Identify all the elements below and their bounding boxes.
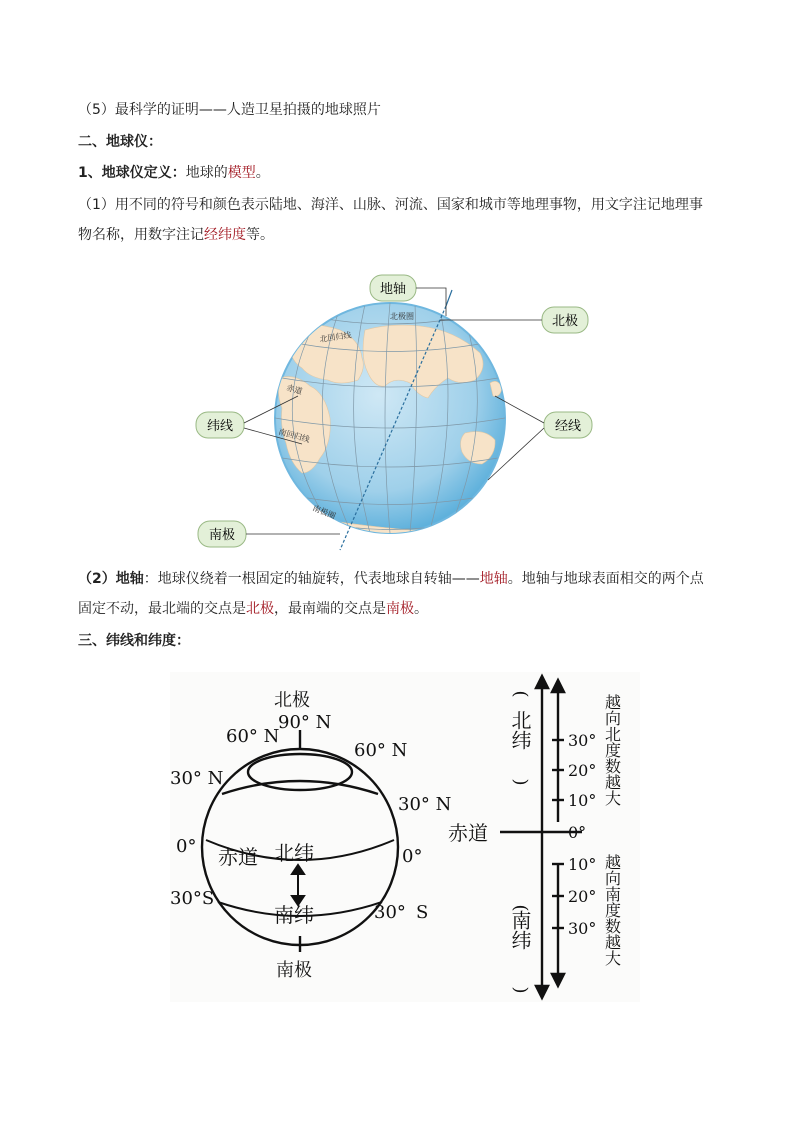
svg-text:南纬: 南纬	[508, 910, 532, 950]
tick-s30: 30°	[568, 919, 597, 938]
section-heading-latitude: 三、纬线和纬度：	[78, 633, 190, 649]
label-90n: 90° N	[278, 712, 332, 733]
svg-text:地轴: 地轴	[379, 282, 407, 297]
label-0-right: 0°	[402, 846, 423, 867]
svg-text:经线: 经线	[554, 419, 582, 434]
svg-text:南极: 南极	[208, 528, 236, 543]
scale-equator-label: 赤道	[448, 821, 488, 845]
label-0-left: 0°	[176, 836, 197, 857]
definition-label: 1、地球仪定义：	[78, 165, 186, 181]
globe-diagram	[190, 268, 610, 553]
label-30s-left: 30°S	[170, 888, 215, 909]
latitude-diagram	[170, 672, 640, 1002]
label-60n-right: 60° N	[354, 740, 408, 761]
paragraph-globe-definition: 1、地球仪定义：地球的模型。	[78, 165, 270, 181]
tick-n20: 20°	[568, 761, 597, 780]
label-equator-globe: 赤道	[218, 845, 258, 869]
label-arctic-circle: 北极圈	[390, 312, 414, 321]
keyword-axis: 地轴	[479, 571, 508, 587]
paragraph-symbols-line1: （1）用不同的符号和颜色表示陆地、海洋、山脉、河流、国家和城市等地理事物，用文字注记地理事	[78, 197, 703, 213]
label-antarctic-circle: 南极圈	[311, 503, 337, 521]
label-tropic-capricorn: 南回归线	[277, 427, 311, 445]
paragraph-satellite-proof: （5）最科学的证明——人造卫星拍摄的地球照片	[78, 102, 381, 118]
tick-n30: 30°	[568, 731, 597, 750]
keyword-north-pole: 北极	[246, 601, 274, 617]
svg-text:): )	[510, 986, 531, 994]
svg-text:): )	[510, 778, 531, 786]
svg-text:纬线: 纬线	[206, 419, 234, 434]
label-s: S	[416, 902, 429, 923]
north-description: 越向北度数越大	[602, 694, 622, 806]
tick-s10: 10°	[568, 855, 597, 874]
label-30n-left: 30° N	[170, 768, 224, 789]
section-heading-globe: 二、地球仪：	[78, 134, 162, 150]
tick-0: 0°	[568, 823, 587, 842]
tick-s20: 20°	[568, 887, 597, 906]
label-30n-right: 30° N	[398, 794, 452, 815]
tick-n10: 10°	[568, 791, 597, 810]
callout-south-pole	[198, 521, 340, 547]
keyword-model: 模型	[227, 165, 256, 181]
svg-text:(: (	[510, 690, 531, 698]
label-equator: 赤道	[285, 383, 304, 397]
label-60n-left: 60° N	[226, 726, 280, 747]
axis-label: （2）地轴	[78, 571, 144, 587]
keyword-lat-long: 经纬度	[204, 227, 246, 243]
label-30s-right: 30°	[374, 902, 406, 923]
label-tropic-cancer: 北回归线	[319, 330, 352, 344]
svg-text:北纬: 北纬	[508, 710, 532, 750]
paragraph-symbols-line2: 物名称，用数字注记经纬度等。	[78, 227, 274, 243]
south-description: 越向南度数越大	[602, 854, 622, 966]
svg-text:北极: 北极	[551, 314, 579, 329]
label-south-pole: 南极	[276, 960, 312, 981]
paragraph-axis-line1: （2）地轴：地球仪绕着一根固定的轴旋转，代表地球自转轴——地轴。地轴与地球表面相交的两个点	[78, 571, 704, 587]
label-south-latitude: 南纬	[274, 903, 314, 927]
keyword-south-pole: 南极	[386, 601, 414, 617]
label-north-latitude: 北纬	[274, 841, 314, 865]
label-north-pole: 北极	[274, 690, 310, 711]
svg-text:(: (	[510, 904, 531, 912]
paragraph-axis-line2: 固定不动，最北端的交点是北极，最南端的交点是南极。	[78, 601, 428, 617]
